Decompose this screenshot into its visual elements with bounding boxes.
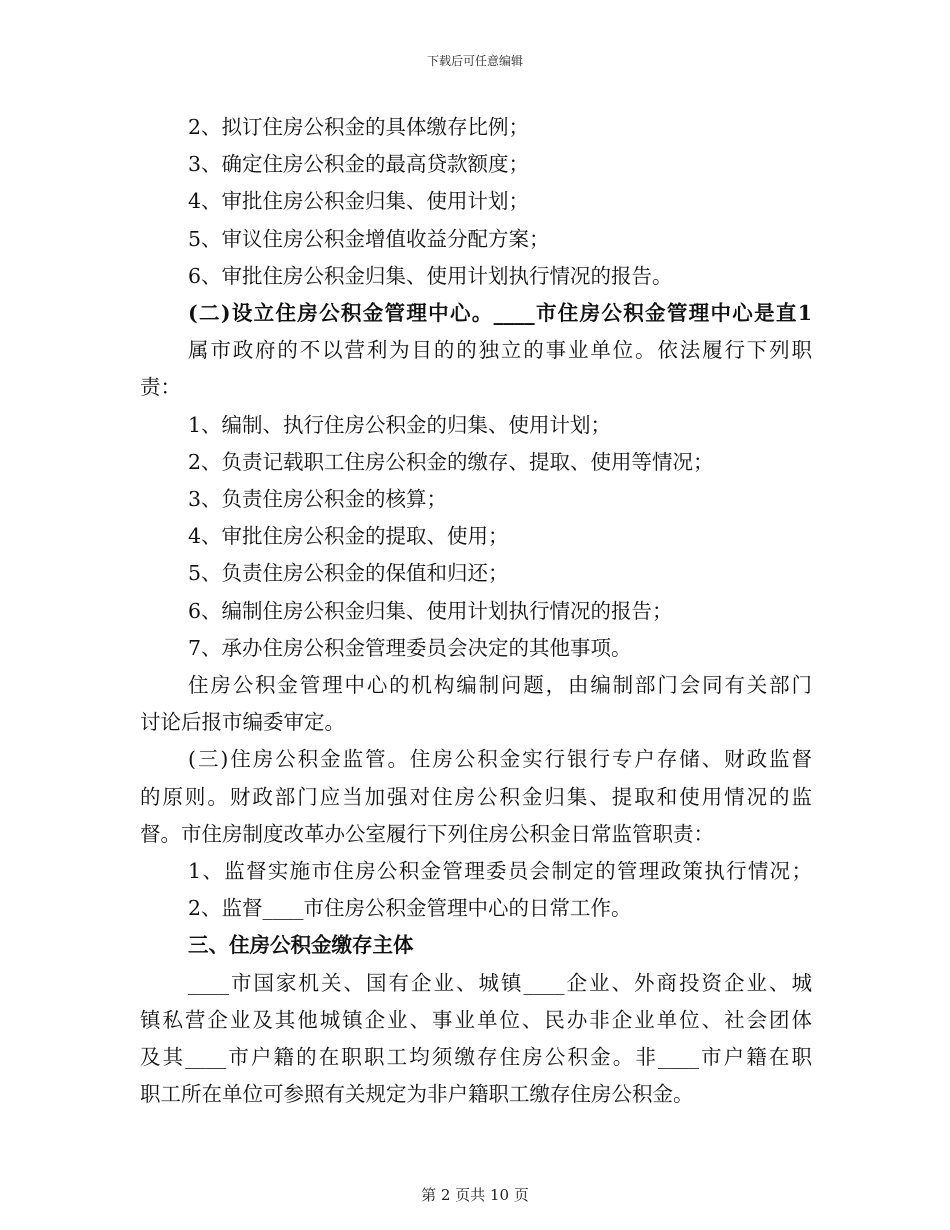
text-line: 住房公积金管理中心的机构编制问题，由编制部门会同有关部门	[188, 673, 812, 697]
text-line: 属市政府的不以营利为目的的独立的事业单位。依法履行下列职	[188, 338, 812, 363]
text-line: 6、审批住房公积金归集、使用计划执行情况的报告。	[188, 263, 673, 288]
text-line: 6、编制住房公积金归集、使用计划执行情况的报告；	[188, 598, 673, 623]
text-line: 2、负责记载职工住房公积金的缴存、提取、使用等情况；	[188, 449, 714, 474]
text-line: 镇私营企业及其他城镇企业、事业单位、民办非企业单位、社会团体	[140, 1007, 812, 1032]
text-line: 4、审批住房公积金归集、使用计划；	[188, 189, 530, 214]
text-line: 5、审议住房公积金增值收益分配方案；	[188, 226, 550, 251]
text-line: 督。市住房制度改革办公室履行下列住房公积金日常监管职责：	[140, 821, 714, 846]
text-line: 2、拟订住房公积金的具体缴存比例；	[188, 115, 530, 139]
text-line: 的原则。财政部门应当加强对住房公积金归集、提取和使用情况的监	[140, 784, 812, 809]
text-line: 4、审批住房公积金的提取、使用；	[188, 524, 509, 549]
text-line: 7、承办住房公积金管理委员会决定的其他事项。	[188, 635, 632, 660]
text-line: 职工所在单位可参照有关规定为非户籍职工缴存住房公积金。	[140, 1082, 694, 1107]
text-line: 3、负责住房公积金的核算；	[188, 487, 448, 511]
text-line: 1、编制、执行住房公积金的归集、使用计划；	[188, 412, 612, 437]
text-line: 及其____市户籍的在职职工均须缴存住房公积金。非____市户籍在职	[140, 1045, 812, 1069]
text-line: 责：	[140, 375, 181, 400]
text-line: ____市国家机关、国有企业、城镇____企业、外商投资企业、城	[188, 970, 812, 995]
text-line: (三)住房公积金监管。住房公积金实行银行专户存储、财政监督	[188, 747, 812, 772]
section-heading-line: 三、住房公积金缴存主体	[188, 933, 414, 958]
text-line: 讨论后报市编委审定。	[140, 710, 345, 735]
text-line: 5、负责住房公积金的保值和归还；	[188, 561, 509, 586]
page-header: 下载后可任意编辑	[426, 54, 523, 68]
page-footer: 第 2 页共 10 页	[421, 1186, 529, 1204]
text-line: 3、确定住房公积金的最高贷款额度；	[188, 152, 530, 177]
text-line: 2、监督____市住房公积金管理中心的日常工作。	[188, 896, 632, 921]
section-heading-line: (二)设立住房公积金管理中心。____市住房公积金管理中心是直1	[188, 301, 812, 325]
text-line: 1、监督实施市住房公积金管理委员会制定的管理政策执行情况；	[188, 859, 812, 883]
